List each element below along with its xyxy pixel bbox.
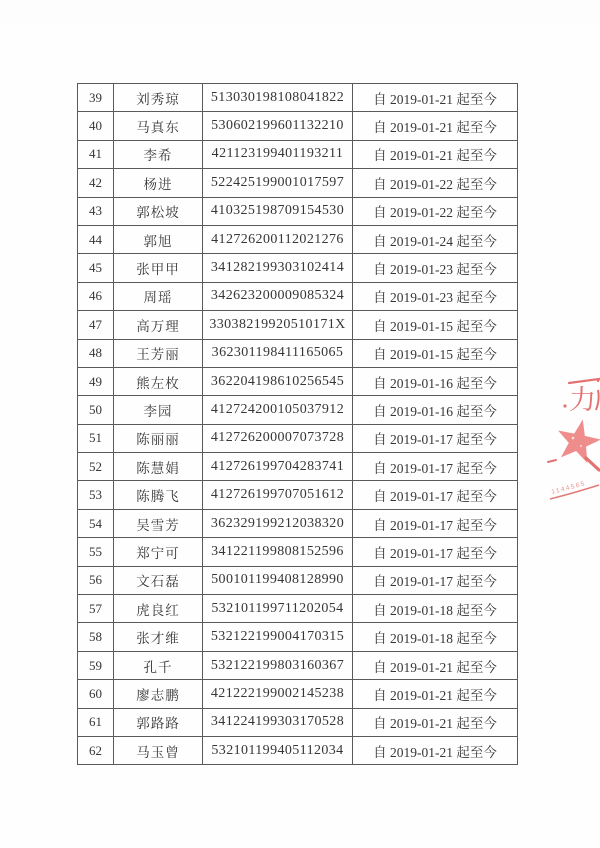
seal-character-dot — [563, 404, 566, 407]
table-row — [78, 197, 518, 225]
period-cell: 自 2019-01-21 起至今 — [353, 736, 518, 764]
table-row — [78, 140, 518, 168]
roster-table-body — [78, 84, 518, 765]
id-number-cell: 362301198411165065 — [203, 339, 353, 367]
seal-diagonal-stroke — [586, 458, 599, 470]
table-row — [78, 112, 518, 140]
period-cell: 自 2019-01-21 起至今 — [353, 140, 518, 168]
period-cell: 自 2019-01-16 起至今 — [353, 367, 518, 395]
name-cell: 高万理 — [114, 311, 203, 339]
period-cell: 自 2019-01-21 起至今 — [353, 680, 518, 708]
table-row — [78, 595, 518, 623]
row-number-cell: 42 — [78, 169, 114, 197]
official-red-seal-partial — [545, 372, 600, 502]
period-cell: 自 2019-01-24 起至今 — [353, 225, 518, 253]
row-number-cell: 46 — [78, 282, 114, 310]
name-cell: 文石磊 — [114, 566, 203, 594]
table-row — [78, 736, 518, 764]
seal-left-mark — [548, 460, 556, 462]
name-cell: 郭路路 — [114, 708, 203, 736]
name-cell: 熊左枚 — [114, 367, 203, 395]
id-number-cell: 532122199803160367 — [203, 651, 353, 679]
table-row — [78, 339, 518, 367]
name-cell: 孔千 — [114, 651, 203, 679]
row-number-cell: 57 — [78, 595, 114, 623]
row-number-cell: 56 — [78, 566, 114, 594]
id-number-cell: 362329199212038320 — [203, 509, 353, 537]
period-cell: 自 2019-01-23 起至今 — [353, 254, 518, 282]
name-cell: 李希 — [114, 140, 203, 168]
period-cell: 自 2019-01-23 起至今 — [353, 282, 518, 310]
row-number-cell: 51 — [78, 424, 114, 452]
id-number-cell: 532101199405112034 — [203, 736, 353, 764]
table-row — [78, 311, 518, 339]
row-number-cell: 62 — [78, 736, 114, 764]
name-cell: 刘秀琼 — [114, 84, 203, 112]
id-number-cell: 530602199601132210 — [203, 112, 353, 140]
id-number-cell: 513030198108041822 — [203, 84, 353, 112]
name-cell: 张甲甲 — [114, 254, 203, 282]
id-number-cell: 522425199001017597 — [203, 169, 353, 197]
period-cell: 自 2019-01-15 起至今 — [353, 339, 518, 367]
period-cell: 自 2019-01-17 起至今 — [353, 453, 518, 481]
seal-serial-number: 1144565 — [550, 480, 587, 496]
period-cell: 自 2019-01-15 起至今 — [353, 311, 518, 339]
name-cell: 张才维 — [114, 623, 203, 651]
table-row — [78, 708, 518, 736]
id-number-cell: 412726199707051612 — [203, 481, 353, 509]
name-cell: 马真东 — [114, 112, 203, 140]
id-number-cell: 342623200009085324 — [203, 282, 353, 310]
period-cell: 自 2019-01-22 起至今 — [353, 169, 518, 197]
period-cell: 自 2019-01-21 起至今 — [353, 651, 518, 679]
row-number-cell: 44 — [78, 225, 114, 253]
period-cell: 自 2019-01-18 起至今 — [353, 623, 518, 651]
period-cell: 自 2019-01-21 起至今 — [353, 112, 518, 140]
period-cell: 自 2019-01-17 起至今 — [353, 538, 518, 566]
table-row — [78, 651, 518, 679]
period-cell: 自 2019-01-21 起至今 — [353, 84, 518, 112]
id-number-cell: 532101199711202054 — [203, 595, 353, 623]
name-cell: 虎良红 — [114, 595, 203, 623]
table-row — [78, 424, 518, 452]
row-number-cell: 60 — [78, 680, 114, 708]
table-row — [78, 680, 518, 708]
id-number-cell: 412726199704283741 — [203, 453, 353, 481]
name-cell: 周瑶 — [114, 282, 203, 310]
id-number-cell: 341282199303102414 — [203, 254, 353, 282]
table-row — [78, 481, 518, 509]
table-row — [78, 254, 518, 282]
seal-character: 力 — [569, 385, 596, 415]
period-cell: 自 2019-01-17 起至今 — [353, 566, 518, 594]
name-cell: 郭松坡 — [114, 197, 203, 225]
name-cell: 廖志鹏 — [114, 680, 203, 708]
name-cell: 王芳丽 — [114, 339, 203, 367]
seal-character-top-stroke — [569, 379, 599, 383]
table-row — [78, 566, 518, 594]
id-number-cell: 421222199002145238 — [203, 680, 353, 708]
table-row — [78, 282, 518, 310]
period-cell: 自 2019-01-16 起至今 — [353, 396, 518, 424]
row-number-cell: 45 — [78, 254, 114, 282]
period-cell: 自 2019-01-21 起至今 — [353, 708, 518, 736]
id-number-cell: 500101199408128990 — [203, 566, 353, 594]
id-number-cell: 341221199808152596 — [203, 538, 353, 566]
row-number-cell: 49 — [78, 367, 114, 395]
period-cell: 自 2019-01-17 起至今 — [353, 424, 518, 452]
table-row — [78, 169, 518, 197]
row-number-cell: 55 — [78, 538, 114, 566]
period-cell: 自 2019-01-18 起至今 — [353, 595, 518, 623]
table-row — [78, 509, 518, 537]
row-number-cell: 48 — [78, 339, 114, 367]
id-number-cell: 33038219920510171X — [203, 311, 353, 339]
name-cell: 李园 — [114, 396, 203, 424]
period-cell: 自 2019-01-17 起至今 — [353, 509, 518, 537]
row-number-cell: 61 — [78, 708, 114, 736]
table-row — [78, 538, 518, 566]
id-number-cell: 532122199004170315 — [203, 623, 353, 651]
name-cell: 陈丽丽 — [114, 424, 203, 452]
name-cell: 陈腾飞 — [114, 481, 203, 509]
table-row — [78, 84, 518, 112]
table-row — [78, 225, 518, 253]
name-cell: 杨进 — [114, 169, 203, 197]
row-number-cell: 53 — [78, 481, 114, 509]
seal-bottom-rim-arc — [550, 485, 599, 499]
id-number-cell: 421123199401193211 — [203, 140, 353, 168]
table-row — [78, 623, 518, 651]
row-number-cell: 43 — [78, 197, 114, 225]
seal-ink-fleck — [572, 437, 575, 440]
row-number-cell: 54 — [78, 509, 114, 537]
seal-star-icon — [553, 415, 600, 465]
id-number-cell: 410325198709154530 — [203, 197, 353, 225]
row-number-cell: 59 — [78, 651, 114, 679]
period-cell: 自 2019-01-22 起至今 — [353, 197, 518, 225]
row-number-cell: 40 — [78, 112, 114, 140]
id-number-cell: 412724200105037912 — [203, 396, 353, 424]
id-number-cell: 412726200112021276 — [203, 225, 353, 253]
table-row — [78, 453, 518, 481]
row-number-cell: 50 — [78, 396, 114, 424]
name-cell: 吴雪芳 — [114, 509, 203, 537]
seal-character-partial-stroke — [596, 390, 599, 410]
period-cell: 自 2019-01-17 起至今 — [353, 481, 518, 509]
name-cell: 郑宁可 — [114, 538, 203, 566]
seal-ink-fleck — [580, 445, 582, 447]
table-row — [78, 367, 518, 395]
row-number-cell: 58 — [78, 623, 114, 651]
table-row — [78, 396, 518, 424]
roster-table — [77, 83, 518, 765]
name-cell: 马玉曾 — [114, 736, 203, 764]
row-number-cell: 39 — [78, 84, 114, 112]
id-number-cell: 341224199303170528 — [203, 708, 353, 736]
name-cell: 陈慧娟 — [114, 453, 203, 481]
id-number-cell: 412726200007073728 — [203, 424, 353, 452]
name-cell: 郭旭 — [114, 225, 203, 253]
row-number-cell: 41 — [78, 140, 114, 168]
row-number-cell: 52 — [78, 453, 114, 481]
row-number-cell: 47 — [78, 311, 114, 339]
id-number-cell: 362204198610256545 — [203, 367, 353, 395]
